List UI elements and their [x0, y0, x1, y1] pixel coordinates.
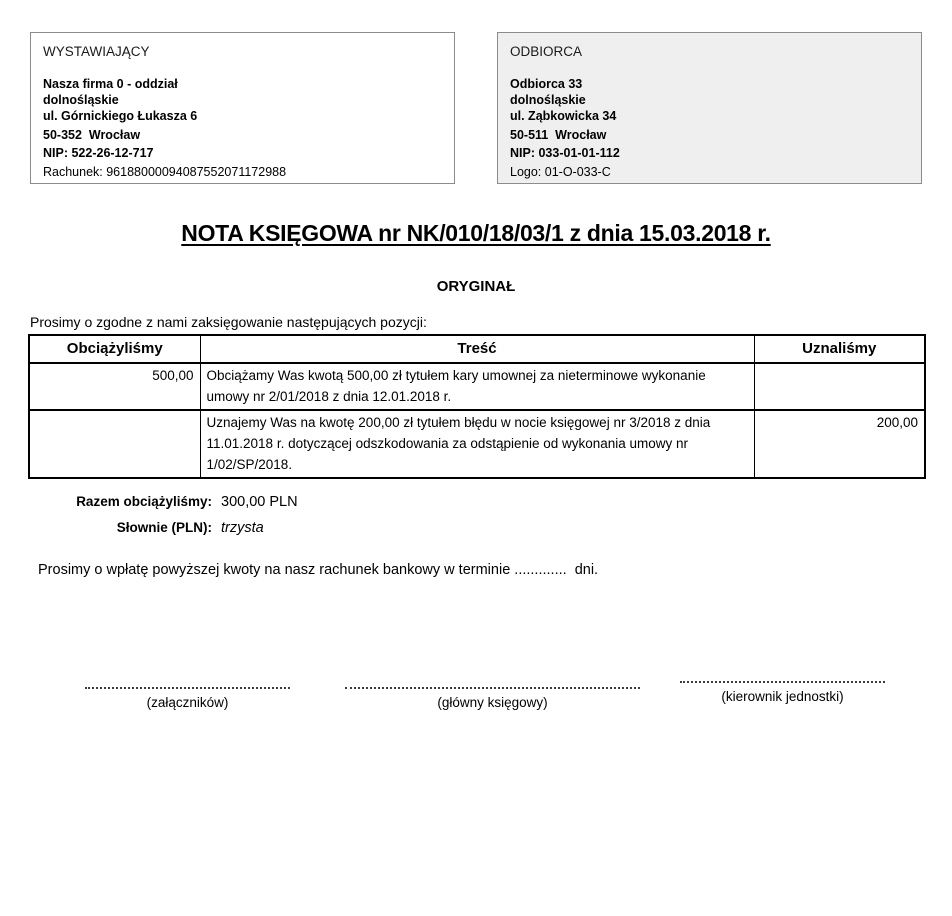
total-debited-value: 300,00 PLN: [221, 493, 298, 510]
recipient-logo-code: Logo: 01-O-033-C: [510, 164, 611, 179]
entries-table: [28, 334, 926, 479]
signature-dotted-line: [680, 681, 885, 683]
party-boxes-row: [0, 0, 952, 184]
recipient-box: [497, 32, 922, 184]
recipient-region: dolnośląskie: [510, 93, 586, 107]
recipient-nip: NIP: 033-01-01-112: [510, 146, 620, 160]
issuer-city: 50-352 Wrocław: [43, 127, 141, 142]
recipient-street: ul. Ząbkowicka 34: [510, 109, 617, 123]
column-header-debited: Obciążyliśmy: [29, 335, 200, 363]
debited-amount: [29, 410, 200, 478]
copy-type-label: ORYGINAŁ: [436, 278, 516, 296]
recipient-address-block: [510, 76, 909, 180]
signatures-row: [0, 685, 952, 745]
signature-dotted-line: [85, 687, 290, 689]
amount-in-words-label: Słownie (PLN):: [116, 519, 212, 535]
issuer-bank-account: Rachunek: 96188000094087552071172988: [43, 164, 287, 179]
intro-text: Prosimy o zgodne z nami zaksięgowanie następujących pozycji:: [30, 313, 427, 330]
total-debited-label: Razem obciążyliśmy:: [76, 493, 212, 509]
signature-dotted-line: [345, 687, 640, 689]
signature-block-unit-manager: [680, 681, 885, 704]
table-row: [29, 363, 925, 410]
payment-request-text: Prosimy o wpłatę powyższej kwoty na nasz rachunek bankowy w terminie ............. dni.: [38, 561, 599, 578]
signature-label: (kierownik jednostki): [721, 688, 844, 704]
total-debited-line: [0, 494, 952, 510]
signature-label: (główny księgowy): [437, 694, 548, 710]
issuer-region: dolnośląskie: [43, 93, 119, 107]
debited-amount: 500,00: [29, 363, 200, 410]
column-header-description: Treść: [200, 335, 754, 363]
recipient-city: 50-511 Wrocław: [510, 127, 607, 142]
document-title: NOTA KSIĘGOWA nr NK/010/18/03/1 z dnia 15.03.2018 r.: [181, 220, 771, 246]
recipient-name: Odbiorca 33: [510, 77, 583, 91]
amount-in-words-line: [0, 520, 952, 536]
signature-block-chief-accountant: [345, 687, 640, 710]
signature-label: (załączników): [146, 694, 229, 710]
credited-amount: [754, 363, 925, 410]
issuer-box: [30, 32, 455, 184]
issuer-nip: NIP: 522-26-12-717: [43, 146, 154, 160]
entry-description: Obciążamy Was kwotą 500,00 zł tytułem kary umownej za nieterminowe wykonanie umowy nr 2/01/2018 z dnia 12.01.2018 r.: [200, 363, 754, 410]
amount-in-words-value: trzysta: [221, 519, 264, 536]
table-row: [29, 410, 925, 478]
issuer-street: ul. Górnickiego Łukasza 6: [43, 109, 198, 123]
column-header-credited: Uznaliśmy: [754, 335, 925, 363]
credited-amount: 200,00: [754, 410, 925, 478]
entry-description: Uznajemy Was na kwotę 200,00 zł tytułem błędu w nocie księgowej nr 3/2018 z dnia 11.01.2018 r. dotyczącej odszkodowania za odstąpienie od wykonania umowy nr 1/02/SP/2018.: [200, 410, 754, 478]
recipient-label: ODBIORCA: [510, 44, 583, 59]
issuer-label: WYSTAWIAJĄCY: [43, 44, 150, 59]
issuer-name: Nasza firma 0 - oddział: [43, 77, 178, 91]
table-header-row: [29, 335, 925, 363]
issuer-address-block: [43, 76, 442, 180]
signature-block-attachments: [85, 687, 290, 710]
